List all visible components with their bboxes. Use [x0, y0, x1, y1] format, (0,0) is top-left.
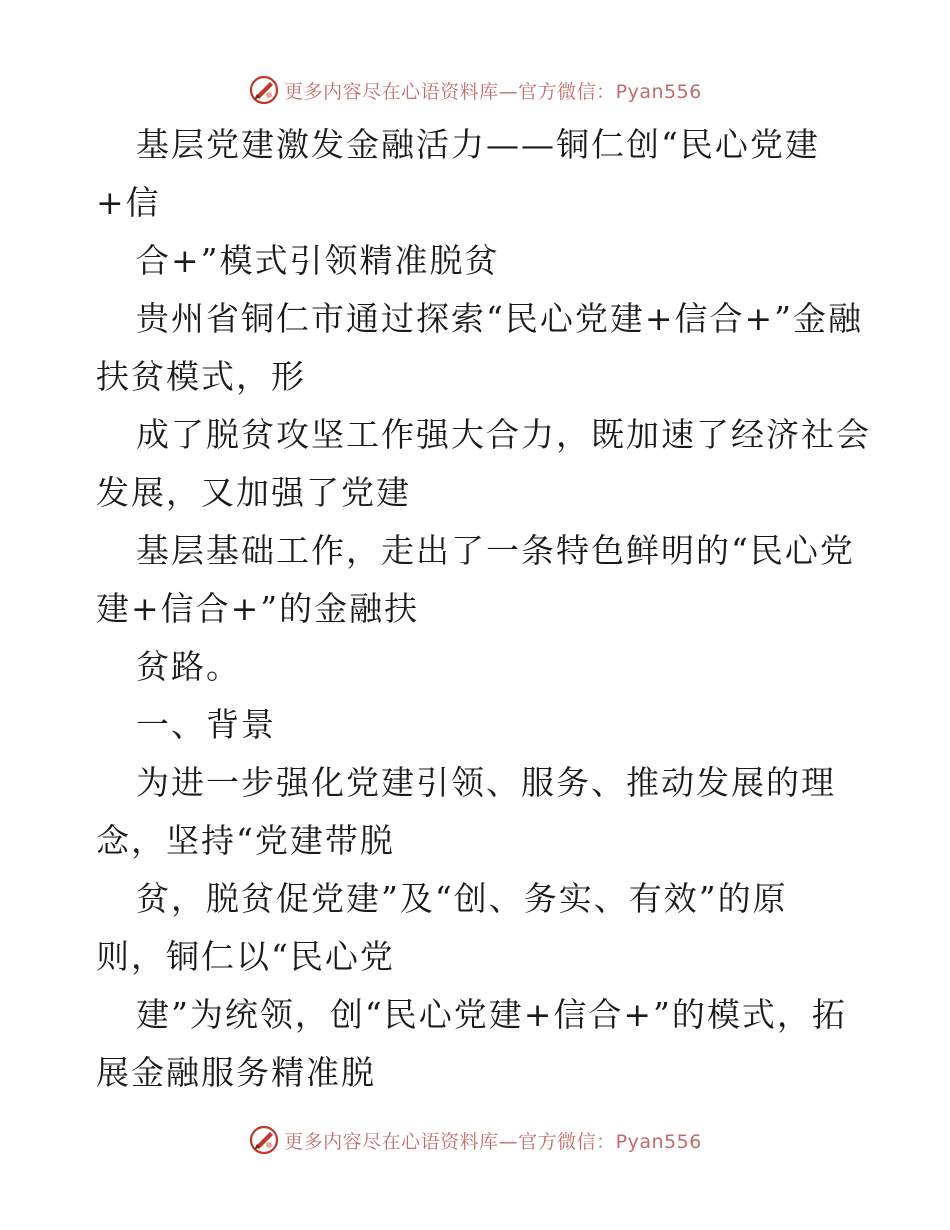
text-line: 建”为统领，创“民心党建+信合+”的模式，拓 — [136, 995, 847, 1034]
brand-logo-icon — [248, 74, 280, 106]
watermark-text: 更多内容尽在心语资料库—官方微信：Pyan556 — [284, 80, 702, 103]
text-line: 扶贫模式，形 — [96, 357, 306, 396]
footer-watermark — [0, 1122, 950, 1158]
text-line: 一、背景 — [136, 705, 276, 744]
brand-logo-icon — [248, 1124, 280, 1156]
header-watermark — [0, 72, 950, 108]
text-line: 贵州省铜仁市通过探索“民心党建+信合+”金融 — [136, 299, 864, 338]
text-line: 合+”模式引领精准脱贫 — [136, 241, 500, 280]
text-line: 贫路。 — [136, 647, 241, 686]
text-line: 发展，又加强了党建 — [96, 473, 411, 512]
document-body — [96, 116, 871, 1102]
text-line: 展金融服务精准脱 — [96, 1053, 376, 1092]
text-line: 成了脱贫攻坚工作强大合力，既加速了经济社会 — [136, 415, 871, 454]
text-line: 贫，脱贫促党建”及“创、务实、有效”的原 — [136, 879, 788, 918]
text-line: 基层基础工作，走出了一条特色鲜明的“民心党 — [136, 531, 855, 570]
text-line: +信 — [96, 183, 161, 222]
text-line: 则，铜仁以“民心党 — [96, 937, 395, 976]
text-line: 为进一步强化党建引领、服务、推动发展的理 — [136, 763, 836, 802]
text-line: 建+信合+”的金融扶 — [96, 589, 420, 628]
text-line: 念，坚持“党建带脱 — [96, 821, 395, 860]
text-line: 基层党建激发金融活力——铜仁创“民心党建 — [136, 125, 820, 164]
watermark-text: 更多内容尽在心语资料库—官方微信：Pyan556 — [284, 1130, 702, 1153]
